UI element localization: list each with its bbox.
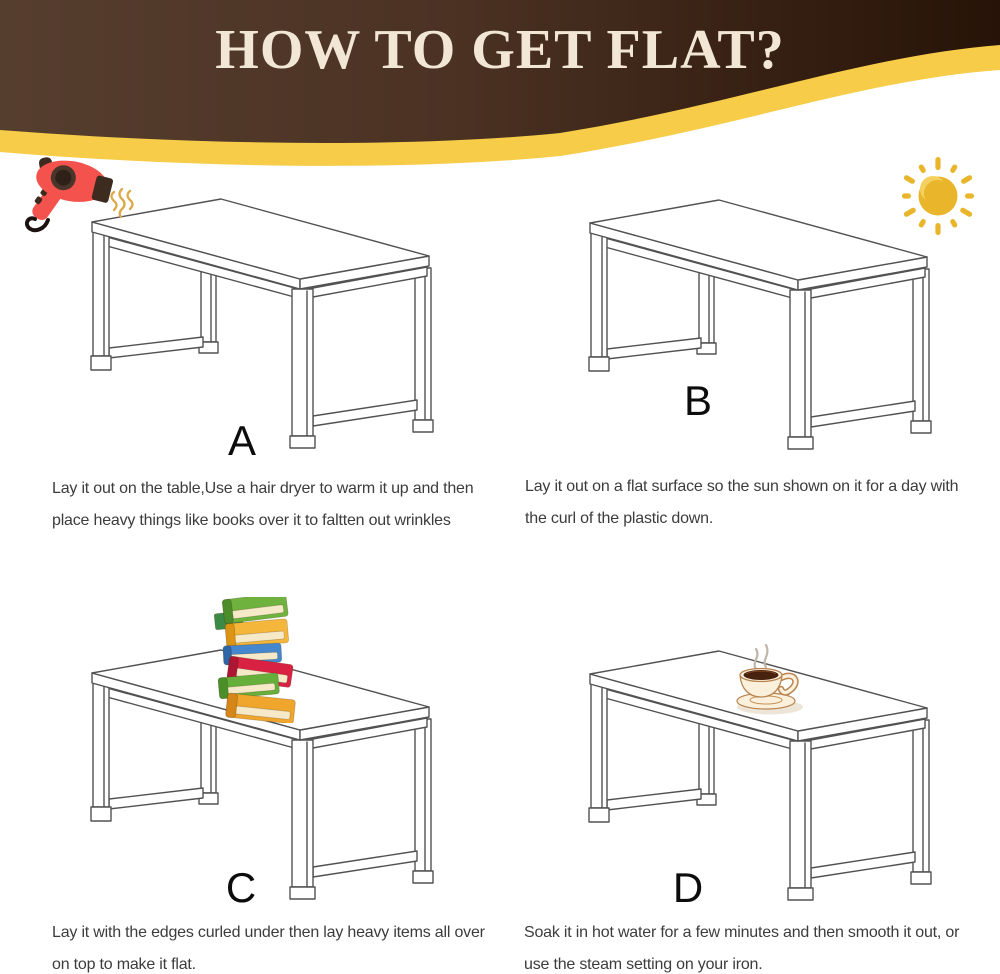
hair-dryer-icon: [10, 152, 145, 244]
coffee-cup-icon: [723, 640, 813, 720]
caption-line: Lay it out on a flat surface so the sun shown on it for a day with: [525, 478, 959, 495]
header-banner: [0, 0, 1000, 175]
step-letter-d: D: [672, 864, 704, 911]
steam-icon: [755, 645, 768, 669]
step-caption-c: [52, 917, 485, 974]
caption-line: use the steam setting on your iron.: [524, 956, 763, 973]
caption-line: the curl of the plastic down.: [525, 510, 714, 527]
books-stack-icon: [213, 597, 308, 723]
caption-line: Lay it with the edges curled under then lay heavy items all over: [52, 924, 485, 941]
step-caption-b: [525, 471, 958, 535]
sun-icon: [896, 155, 980, 237]
step-letter-c: C: [225, 864, 257, 911]
step-letter-a: A: [227, 417, 256, 464]
step-caption-a: [52, 473, 473, 537]
table-drawing-b: [578, 193, 938, 455]
caption-line: Lay it out on the table,Use a hair dryer to warm it up and then: [52, 480, 474, 497]
caption-line: on top to make it flat.: [52, 956, 196, 973]
cord-hook: [27, 218, 48, 230]
caption-line: Soak it in hot water for a few minutes and then smooth it out, or: [524, 924, 960, 941]
page-title: HOW TO GET FLAT?: [215, 19, 785, 81]
caption-line: place heavy things like books over it to faltten out wrinkles: [52, 512, 451, 529]
step-caption-d: [524, 917, 959, 974]
heat-waves-icon: [112, 189, 133, 217]
step-letter-b: B: [683, 377, 712, 424]
